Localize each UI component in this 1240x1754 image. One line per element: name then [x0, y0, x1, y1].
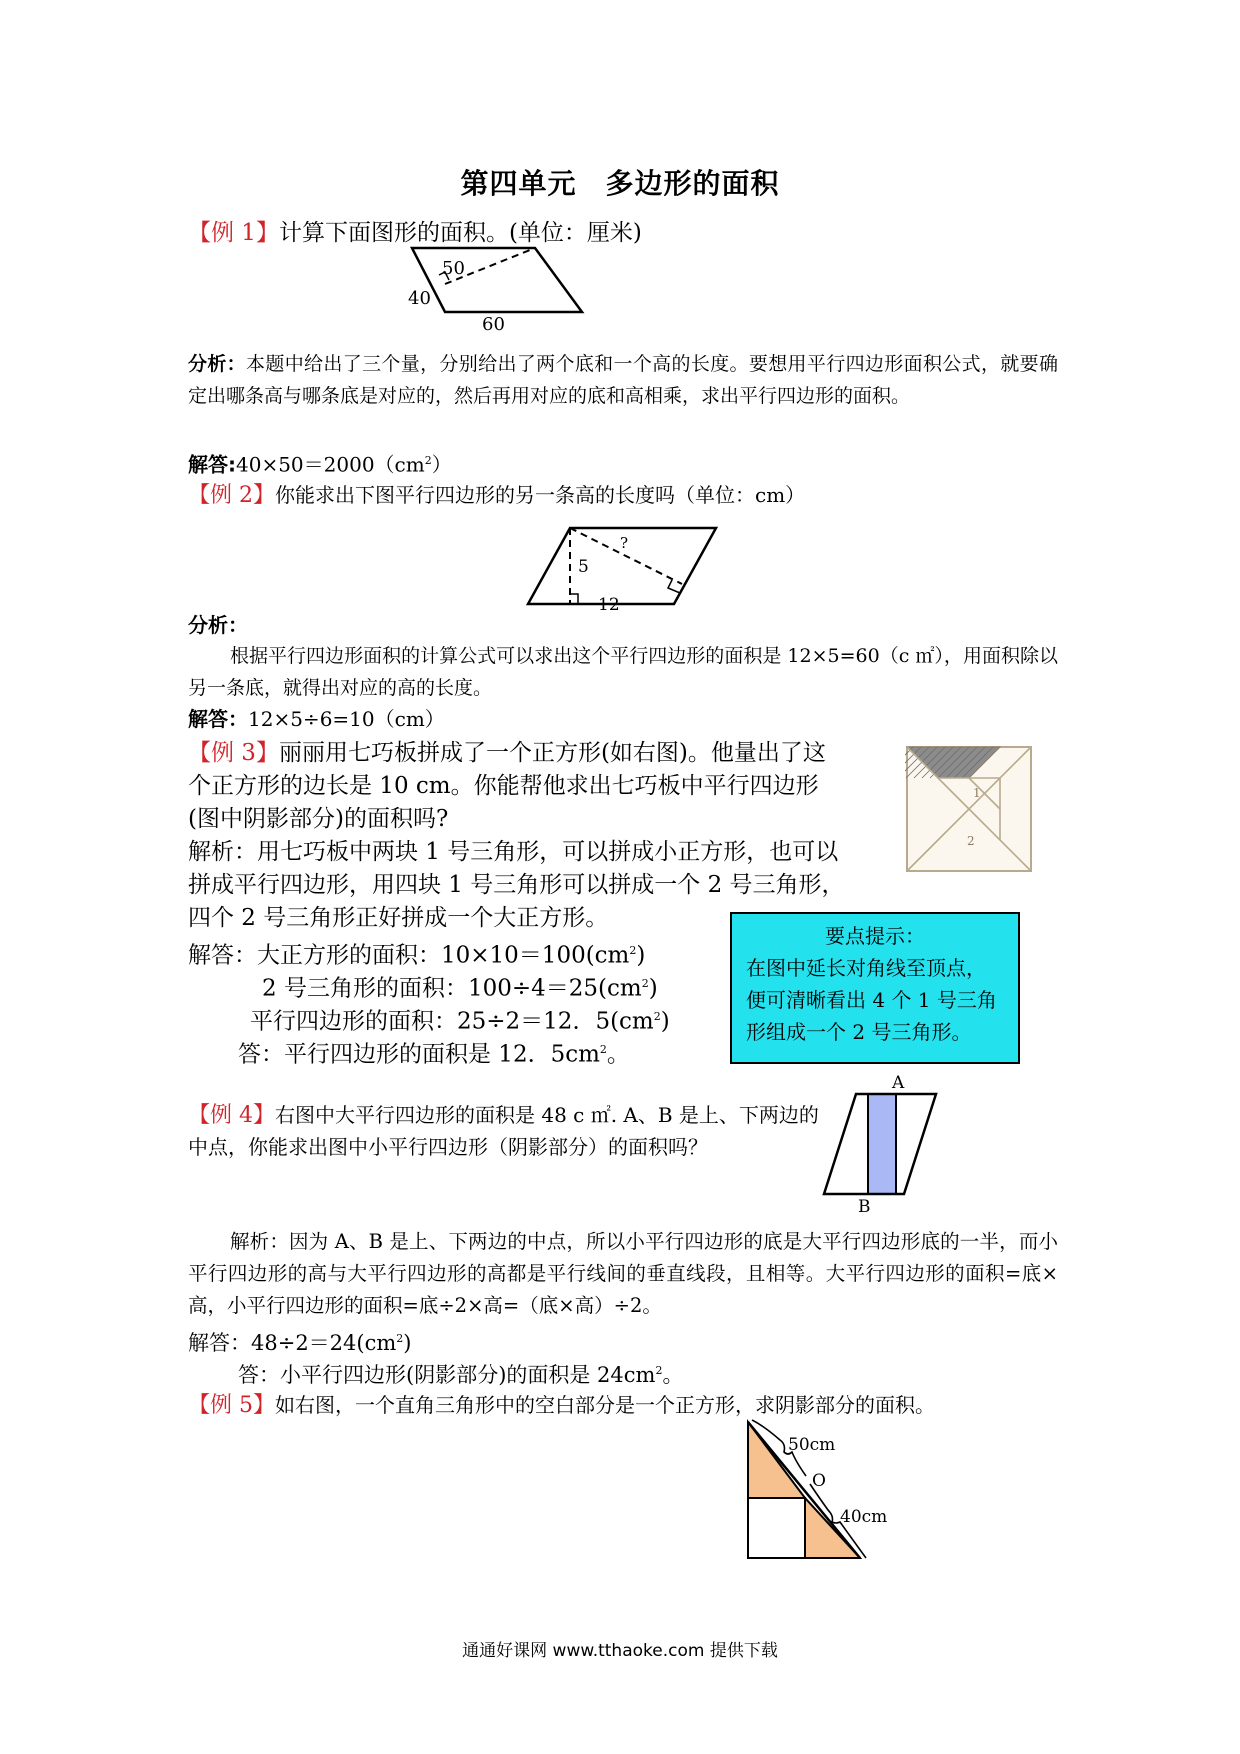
piece-2-label: 2 — [967, 834, 975, 848]
example-1-answer — [188, 448, 452, 478]
example-3-line-3: (图中阴影部分)的面积吗? — [188, 806, 449, 832]
example-4-line-1 — [188, 1102, 819, 1129]
sup: 2 — [629, 944, 637, 957]
answer-text: 12×5÷6=10（cm） — [248, 707, 445, 731]
example-label: 【例 4】 — [188, 1103, 275, 1128]
answer-text: 40×50＝2000（cm — [236, 452, 425, 477]
text: 右图中大平行四边形的面积是 48 c ㎡. A、B 是上、下两边的 — [275, 1103, 819, 1127]
close: ) — [648, 975, 658, 1002]
example-2-analysis: 根据平行四边形面积的计算公式可以求出这个平行四边形的面积是 12×5=60（c ㎡），用面积除以另一条底，就得出对应的高的长度。 — [188, 645, 1058, 699]
point-b-label: B — [858, 1197, 871, 1214]
example-3-answer-1 — [188, 936, 645, 971]
tip-line-1: 在图中延长对角线至顶点， — [746, 956, 986, 980]
tip-line-2: 便可清晰看出 4 个 1 号三角 — [746, 988, 997, 1012]
fig2-height-label: 5 — [578, 557, 589, 577]
sup: 2 — [396, 1332, 404, 1345]
close: ) — [660, 1008, 670, 1035]
white-square — [748, 1498, 805, 1558]
question-text: 你能求出下图平行四边形的另一条高的长度吗（单位：cm） — [275, 483, 806, 507]
right-triangle-square-figure — [740, 1418, 910, 1578]
example-5-question — [188, 1392, 935, 1419]
label-50cm: 50cm — [788, 1435, 836, 1455]
example-4-answer — [188, 1326, 411, 1356]
text: 答：小平行四边形(阴影部分)的面积是 24cm — [238, 1363, 656, 1387]
key-point-tip-box — [730, 912, 1020, 1064]
label-40cm: 40cm — [840, 1507, 888, 1527]
period: 。 — [606, 1041, 630, 1068]
shaded-small-parallelogram — [868, 1094, 896, 1194]
point-a-label: A — [892, 1073, 905, 1093]
example-2-question — [188, 482, 805, 509]
example-4-analysis: 解析：因为 A、B 是上、下两边的中点，所以小平行四边形的底是大平行四边形底的一半，而小平行四边形的高与大平行四边形的高都是平行线间的垂直线段，且相等。大平行四边形的面积=底×高，小平行四边形的面积=底÷2×高=（底×高）÷2。 — [188, 1230, 1058, 1317]
parallelogram-figure-1 — [400, 244, 600, 334]
text: 平行四边形的面积：25÷2＝12．5(cm — [250, 1008, 654, 1035]
text: 2 号三角形的面积：100÷4＝25(cm — [262, 975, 642, 1002]
example-2-analysis-label: 分析： — [188, 613, 248, 637]
analysis-text: 本题中给出了三个量，分别给出了两个底和一个高的长度。要想用平行四边形面积公式，就要确定出哪条高与哪条底是对应的，然后再用对应的底和高相乘，求出平行四边形的面积。 — [188, 353, 1058, 407]
tip-line-3: 形组成一个 2 号三角形。 — [746, 1020, 972, 1044]
example-3-answer-2 — [262, 969, 658, 1004]
fig1-side-label: 40 — [408, 288, 431, 309]
close: ) — [636, 942, 646, 969]
example-3-line-6: 四个 2 号三角形正好拼成一个大正方形。 — [188, 905, 609, 931]
sup: 2 — [653, 1010, 661, 1023]
fig2-unknown-label: ? — [620, 534, 629, 552]
example-2-answer — [188, 706, 445, 732]
example-3-line-4: 解析：用七巧板中两块 1 号三角形，可以拼成小正方形，也可以 — [188, 839, 839, 865]
sup: 2 — [655, 1364, 663, 1377]
page-title: 第四单元 多边形的面积 — [460, 167, 780, 200]
fig1-base-label: 60 — [482, 314, 505, 334]
parallelogram-ab-figure — [820, 1068, 940, 1214]
parallelogram-figure-2 — [520, 524, 720, 610]
text: 解答：大正方形的面积：10×10＝100(cm — [188, 942, 630, 969]
sup: 2 — [599, 1043, 607, 1056]
piece-1-label: 1 — [973, 786, 981, 800]
text: 答：平行四边形的面积是 12．5cm — [238, 1041, 600, 1068]
fig2-base-label: 12 — [598, 595, 620, 610]
example-4-final — [238, 1358, 683, 1388]
example-3-answer-4 — [238, 1035, 630, 1070]
answer-end: ） — [431, 452, 452, 477]
answer-sup: 2 — [424, 454, 432, 467]
text: 解答：48÷2＝24(cm — [188, 1331, 397, 1355]
end: 。 — [662, 1363, 684, 1387]
example-1-analysis — [188, 348, 1058, 412]
example-label: 【例 5】 — [188, 1393, 275, 1418]
footer-source: 通通好课网 www.tthaoke.com 提供下载 — [462, 1641, 778, 1661]
example-3-line-1 — [188, 738, 826, 768]
answer-label: 解答： — [188, 707, 248, 731]
answer-label: 解答: — [188, 452, 236, 477]
end: ) — [403, 1331, 412, 1355]
analysis-label: 分析： — [188, 353, 247, 375]
example-label: 【例 1】 — [188, 220, 279, 246]
fig1-height-label: 50 — [442, 258, 465, 279]
tangram-figure — [905, 745, 1033, 873]
tip-title: 要点提示： — [825, 924, 925, 948]
example-3-line-2: 个正方形的边长是 10 cm。你能帮他求出七巧板中平行四边形 — [188, 773, 819, 799]
text: 丽丽用七巧板拼成了一个正方形(如右图)。他量出了这 — [278, 740, 826, 766]
example-label: 【例 3】 — [188, 740, 279, 766]
question-text: 如右图，一个直角三角形中的空白部分是一个正方形，求阴影部分的面积。 — [275, 1393, 935, 1417]
example-3-line-5: 拼成平行四边形，用四块 1 号三角形可以拼成一个 2 号三角形， — [188, 872, 845, 898]
question-text: 计算下面图形的面积。(单位：厘米) — [278, 220, 642, 246]
sup: 2 — [641, 977, 649, 990]
example-3-answer-3 — [250, 1002, 670, 1037]
example-label: 【例 2】 — [188, 483, 275, 508]
example-4-line-2: 中点，你能求出图中小平行四边形（阴影部分）的面积吗？ — [188, 1135, 708, 1159]
label-o: O — [812, 1471, 826, 1491]
